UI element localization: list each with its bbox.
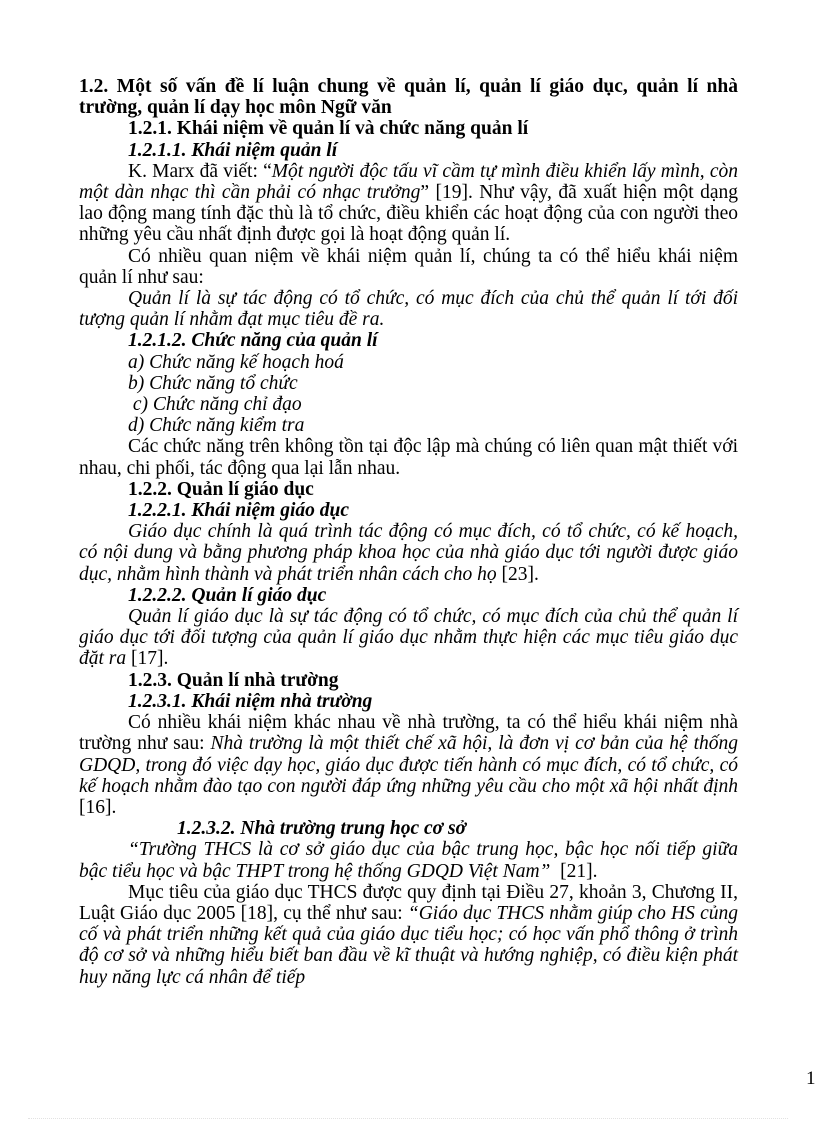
definition-text: Nhà trường là một thiết chế xã hội, là đơn vị cơ bản của hệ thống GDQD, trong đó việc dạy học, giáo dục được tiến hành có mục đích, có tổ chức, có kế hoạch nhằm đào tạo con người đáp ứng những yêu cầu cho một xã hội nhất định [79, 733, 739, 797]
function-item: b) Chức năng tổ chức [128, 372, 298, 394]
paragraph-functions-relation: Các chức năng trên không tồn tại độc lập mà chúng có liên quan mật thiết với nhau, chi phối, tác động qua lại lẫn nhau. [79, 436, 738, 479]
paragraph-marx-quote [79, 161, 738, 246]
heading-1-2-3-1: 1.2.3.1. Khái niệm nhà trường [128, 690, 373, 712]
citation: [23]. [496, 563, 539, 585]
function-item: a) Chức năng kế hoạch hoá [128, 351, 344, 373]
definition-text: Quản lí giáo dục là sự tác động có tổ chức, có mục đích của chủ thể quản lí giáo dục tới đối tượng của quản lí giáo dục nhằm thực hiện các mục tiêu giáo dục đặt ra [79, 606, 738, 670]
page-bottom-divider [28, 1118, 788, 1119]
paragraph-education-definition [79, 521, 738, 585]
paragraph-text: K. Marx đã viết: “ [128, 160, 272, 182]
citation: [21]. [550, 860, 598, 882]
heading-1-2-2-1: 1.2.2.1. Khái niệm giáo dục [128, 500, 350, 522]
citation: [17]. [126, 648, 169, 670]
function-item: d) Chức năng kiểm tra [128, 415, 305, 437]
paragraph-text: Mục tiêu của giáo dục THCS được quy định tại Điều 27, khoản 3, Chương II, Luật Giáo dục 2005 [18], cụ thể như sau: [79, 881, 738, 924]
heading-1-2-3-2: 1.2.3.2. Nhà trường trung học cơ sở [177, 818, 467, 840]
quote-text: “Trường THCS là cơ sở giáo dục của bậc trung học, bậc học nối tiếp giữa bậc tiểu học và bậc THPT trong hệ thống GDQD Việt Nam” [79, 839, 738, 882]
heading-1-2-2: 1.2.2. Quản lí giáo dục [128, 478, 314, 500]
document-page [79, 76, 738, 988]
paragraph-management-definition: Quản lí là sự tác động có tổ chức, có mục đích của chủ thể quản lí tới đối tượng quản lí nhằm đạt mục tiêu đề ra. [79, 288, 738, 331]
paragraph-management-concepts: Có nhiều quan niệm về khái niệm quản lí, chúng ta có thể hiểu khái niệm quản lí như sau: [79, 245, 738, 288]
heading-1-2-1: 1.2.1. Khái niệm về quản lí và chức năng quản lí [128, 118, 529, 140]
heading-1-2-2-2: 1.2.2.2. Quản lí giáo dục [128, 584, 327, 606]
definition-text: Giáo dục chính là quá trình tác động có mục đích, có tổ chức, có kế hoạch, có nội dung và bằng phương pháp khoa học của nhà giáo dục tới người được giáo dục, nhằm hình thành và phát triển nhân cách cho họ [79, 521, 738, 585]
heading-1-2: 1.2. Một số vấn đề lí luận chung về quản lí, quản lí giáo dục, quản lí nhà trường, quản lí dạy học môn Ngữ văn [79, 76, 738, 119]
quote-text: Một người độc tấu vĩ cầm tự mình điều khiển lấy mình, còn một dàn nhạc thì cần phải có nhạc trưởng [79, 160, 738, 204]
function-item: c) Chức năng chỉ đạo [128, 394, 302, 416]
paragraph-education-management [79, 606, 738, 670]
heading-1-2-1-2: 1.2.1.2. Chức năng của quản lí [128, 330, 378, 352]
paragraph-text: ” [19]. Như vậy, đã xuất hiện một dạng lao động mang tính đặc thù là tổ chức, điều khiển các hoạt động của con người theo những yêu cầu nhất định được gọi là hoạt động quản lí. [79, 182, 738, 246]
paragraph-text: Có nhiều khái niệm khác nhau về nhà trường, ta có thể hiểu khái niệm nhà trường như sau: [79, 712, 738, 755]
heading-1-2-3: 1.2.3. Quản lí nhà trường [128, 669, 339, 691]
citation: [16]. [79, 796, 117, 818]
quote-text: “Giáo dục THCS nhằm giúp cho HS củng cố và phát triển những kết quả của giáo dục tiểu học; có học vấn phổ thông ở trình độ cơ sở và những hiểu biết ban đầu về kĩ thuật và hướng nghiệp, có điều kiện phát huy năng lực cá nhân để tiếp [79, 902, 739, 988]
paragraph-lower-secondary-school [79, 839, 738, 881]
paragraph-education-objectives [79, 882, 738, 988]
heading-1-2-1-1: 1.2.1.1. Khái niệm quản lí [128, 139, 338, 161]
paragraph-school-concept [79, 712, 738, 818]
page-number: 1 [806, 1068, 816, 1089]
